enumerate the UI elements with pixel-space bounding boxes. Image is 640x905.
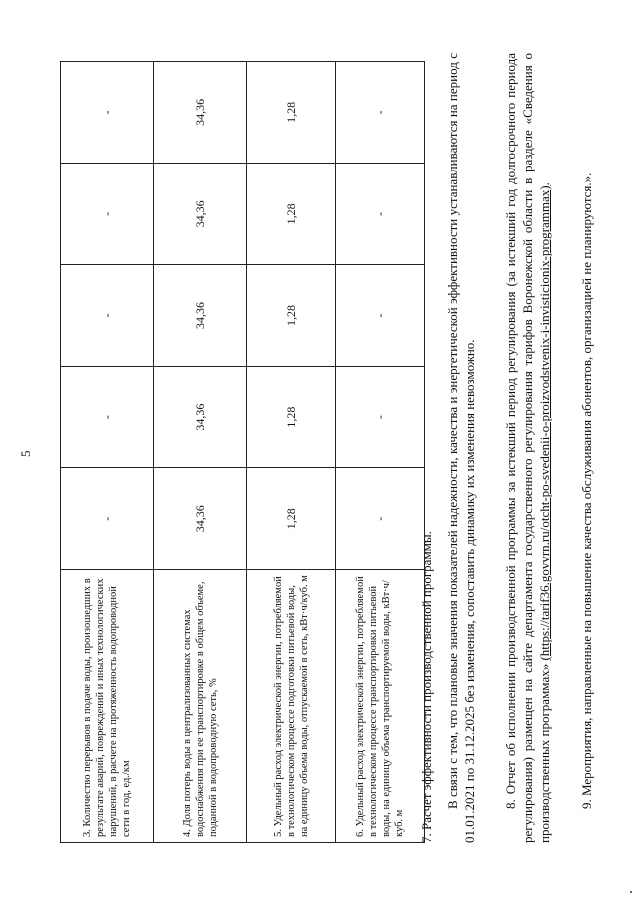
scan-speck <box>630 891 632 893</box>
department-site-link[interactable]: (https://tarif36.govvrn.ru/otcht-po-svedenii-o-proizvodstvenix-i-invisticionix-programmax) <box>537 185 552 661</box>
table-row <box>336 62 425 843</box>
indicator-name: 4. Доля потерь воды в централизованных системах водоснабжения при ее транспортировке в общем объеме, поданной в водопроводную сеть, % <box>154 570 247 843</box>
page-number: 5 <box>18 450 33 457</box>
table-row <box>61 62 154 843</box>
indicators-table <box>60 61 425 843</box>
indicator-value: 1,28 <box>247 265 336 367</box>
indicator-name: 3. Количество перерывов в подаче воды, произошедших в результате аварий, повреждений и иных технологических нарушений, в расчете на протяженность водопроводной сети в год, ед./км <box>61 570 154 843</box>
indicator-value: 34,36 <box>154 163 247 265</box>
section-7-heading: 7. Расчет эффективности производственной программы. <box>419 531 434 843</box>
indicator-value: - <box>336 468 425 570</box>
indicator-value: 1,28 <box>247 468 336 570</box>
indicator-name: 5. Удельный расход электрической энергии, потребляемой в технологическом процессе подготовки питьевой воды, на единицу объема воды, отпускаемой в сеть, кВт·ч/куб. м <box>247 570 336 843</box>
indicator-value: - <box>61 468 154 570</box>
indicator-value: 34,36 <box>154 366 247 468</box>
indicator-value: - <box>61 62 154 164</box>
section-8-text <box>502 53 553 843</box>
indicator-value: 1,28 <box>247 62 336 164</box>
section-8-tail: . <box>537 182 552 186</box>
indicator-value: - <box>336 163 425 265</box>
section-8-body: 8. Отчет об исполнении производственной программы за истекший период регулирования (за истекший год долгосрочного периода регулирования) размещен на сайте департамента государственного регулирования тарифов Воронежской области в разделе «Сведения о производственных программах» <box>503 53 552 843</box>
indicator-value: 34,36 <box>154 62 247 164</box>
indicator-value: - <box>336 265 425 367</box>
indicator-value: 34,36 <box>154 265 247 367</box>
indicator-value: 1,28 <box>247 366 336 468</box>
indicator-value: - <box>336 366 425 468</box>
section-9-text: 9. Мероприятия, направленные на повышение качества обслуживания абонентов, организацией не планируются.». <box>579 172 594 809</box>
indicator-value: - <box>61 366 154 468</box>
indicator-value: - <box>61 265 154 367</box>
indicator-value: - <box>61 163 154 265</box>
section-7-text: В связи с тем, что плановые значения показателей надежности, качества и энергетической эффективности устанавливаются на период с 01.01.2021 по 31.12.2025 без изменения, сопоставить динамику их изменения невозможно. <box>445 53 477 843</box>
table-row <box>247 62 336 843</box>
indicator-value: 1,28 <box>247 163 336 265</box>
table-row <box>154 62 247 843</box>
indicator-value: - <box>336 62 425 164</box>
indicator-name: 6. Удельный расход электрической энергии, потребляемой в технологическом процессе транспортировки питьевой воды, на единицу объема транспортируемой воды, кВт·ч/куб. м <box>336 570 425 843</box>
indicator-value: 34,36 <box>154 468 247 570</box>
